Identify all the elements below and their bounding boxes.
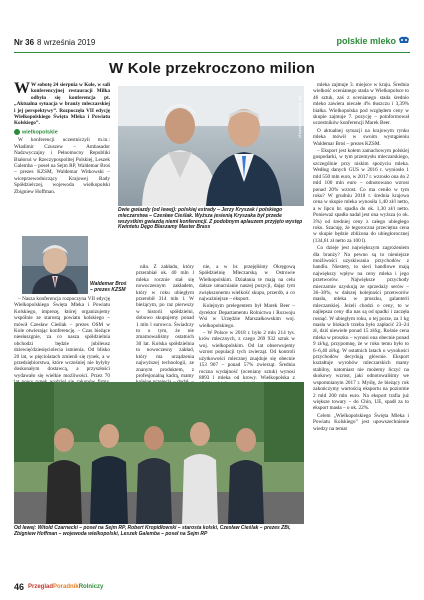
paragraph: – Eksport jest kołem zamachowym polskiej gospodarki, w tym przemysłu mleczarskiego, szczególnie przy niskim spożyciu mleka. Według danych GUS w 2016 r. wyniosło 1 mld 550 mln euro, w 2017 r. wzrosło ona do 2 mld 100 mln euro – odnotowano wzrost ponad 20% wzrost. Co ma ceniło w tym roku? W grudniu 2018 r. średnia krajowa cena w skupie mleka wynosiła 1,40 zł/l netto, a w lipcu br. spadła do ok. 1,30 zł/l netto. Ponieważ spadła nadal jest ona wyższa (o ok. 3%) od średniej ceny z całego ubiegłego roku. Szacuję, że tegoroczna przeciętna cena w skupie będzie zbliżona do ubiegłorocznej (134,61 zł netto za 100 l).	[313, 148, 409, 244]
page-footer	[14, 582, 410, 592]
portrait-caption: Waldemar Broś – prezes KZSM	[90, 281, 127, 293]
paragraph: W konferencji uczestniczyli m.in.: Władimir Czuszew – Ambasador Nadzwyczajny i Pełnomocny Republiki Białoruś w Rzeczypospolitej Polskiej, Leszek Galemba – poseł na Sejm RP, Waldemar Broś – prezes KZSM, Waldemar Witkowski – wiceprzewodniczący Krajowej Rady Spółdzielczej, wojewoda wielkopolski Zbigniew Hoffman.	[14, 137, 110, 195]
main-photo	[118, 86, 304, 206]
main-photo-caption: Dwie gwiazdy (od lewej): polskiej estrady – Jerzy Kryszak i polskiego mleczarstwa – Czesław Cieślak. Wyższa jesienią Kryszaka był przede wszystkim gwiazdą niemi konferencji. Z podobnym aplauzem przyjęto występ Kwintetu Dęgo Blaszamy Master Brass	[118, 207, 303, 231]
cow-icon	[398, 34, 410, 46]
page-number: 46	[14, 582, 25, 592]
page-header	[14, 36, 410, 53]
paragraph: Celem „Wielkopolskiego Święta Mleka i Powiatu Kolskiego” jest upowszechnienie wiedzy na temat	[313, 412, 409, 432]
drop-cap: W	[14, 80, 30, 97]
paragraph: – W Polsce w 2018 r. było 2 mln 214 tys. krów mlecznych, z czego 269 932 sztuk w woj. wielkopolskim. Od lat obserwujemy wzrost populacji tych zwierząt. Od kontroli użytkowości mlecznej znajduje się obecnie 153 907 – ponad 57% zwierząt. Średnia roczna wydajność (oceniany sztuk) wynosi 8893 l mleka od krowy. Wielkopolska z	[199, 330, 295, 381]
region-tag: wielkopolskie	[14, 129, 110, 135]
issue-number: Nr 36 8 września 2019	[14, 38, 96, 47]
issue-date: 8 września 2019	[37, 38, 96, 47]
paragraph: – Nasza konferencja rozpoczyna VII edycję Wielkopolskiego Święta Mleka i Powiatu Kolskiego, imprezę, której organizujemy wspólnie ze starostą powiatu kolskiego – mówił Czesław Cieślak – prezes OSM w Kole otwierając konferencję. – Czas bieżące niesłuszgnie, za co nasza spółdzielnia obchodzi będzie jubileusz dziewięćdziesięciolecia istnienia. Od blisko 20 lat, w pięciolatach zmienił się rynek, a w przedsiębiorstwa, które wcześniej nie byłyby doskonałym dostawcą, a przyszłości wydawało się wielkie możliwości. Przez 70	[14, 296, 110, 379]
paragraph: nie, a w br. przejęliśmy Okręgową Spółdzielnię Mleczarską w Ostrowie Wielkopolskim. Działania te mają na celu dalsze umacnianie naszej pozycji, dając tym zwiększonemu wielkość skupu, przerób, a co najważniejsze – eksport.	[199, 264, 295, 303]
paragraph: Kolejnym prelegentem był Marek Beer – dyrektor Departamentu Rolnictwa i Rozwoju Wsi w Urzędzie Marszałkowskim woj. wielkopolskiego.	[199, 303, 295, 329]
region-icon	[14, 129, 20, 135]
article-lead: W W sobotę 24 sierpnia w Kole, w sali konferencyjnej restauracji Milka odbyła się konferencja pt. „Aktualna sytuacja w branży mleczarskiej i jej perspektywy”. Rozpoczęła VII edycję Wielkopolskiego Święta Mleka i Powiatu Kolskiego”.	[14, 80, 110, 127]
article-title: W Kole przekroczono milion	[108, 60, 316, 77]
group-photo	[14, 382, 304, 524]
group-photo-caption: Od lewej: Witold Czarnecki – poseł na Sejm RP, Robert Kropidłowski – starosta kolski, Czesław Cieślak – prezes ZBi, Zbigniew Hoffman – wojewoda wielkopolski, Leszek Galemba – poseł na Sejm RP	[14, 525, 291, 537]
section-brand: polskie mleko	[336, 36, 396, 46]
article-column-3	[199, 264, 295, 389]
paragraph: O aktualnej sytuacji na krajowym rynku mleka mówił w swoim wystąpieniu Waldemar Broś – prezes KZSM.	[313, 127, 409, 147]
article-column-4	[313, 82, 409, 433]
publication-name: PrzegladPoradnikRolniczy	[28, 584, 104, 590]
paragraph: niła. Z zakładu, który przerabiał ok. 40 mln l mleka rocznie stał się nowoczesnym zakładem, który w roku ubiegłym przerobił 314 mln l. W bieżącym, po raz pierwszy w historii spółdzielni, dobowo skupujemy ponad 1 mln l surowca. Świadczy to o tym, że nie zmarnowaliśmy ostatnich 30 lat. Kolska spółdzielnia to nowoczesny zakład, który ma urządzenia najwyższej technologii, ze znanym produktem, z profesjonalną kadrą, mamy	[136, 264, 194, 379]
paragraph: Co dzieje jest największym zagrożeniem dla branży? Na pewno są to nieniejsze możliwości uzyskiwania przychodów z handlu. Niestety, to sieci handlowe mają największy wpływ na ceny mleka i jego przetworów. Największe przychody mieczarnie uzyskują ze sprzedaży serów – 36–38%, w dalszej kolejności przetworów masła, mleka w proszku, galanterii mleczarskiej. Jeżeli chodzi o ceny, to w najlepsza ceny dla nas są od spadki i zaczęła rosnąć. W ubiegłym roku, o tej porze, za 1 kg masła w blokach trzeba było zapłacić 23–24 zł, dziś niewiele ponad 15 zł/kg. Rośnie cena mleka w proszku – wynosi ona obecnie ponad 9 zł/kg, przypomnę, że w roku temu było to 6–6,40 zł/kg. W ostatnich latach o wysokości przychodów decydują głównie. Eksport kształtuje wyrobów mleczarskich mamy stabilny, natomiast nie możemy liczyć na skokowy wzrost, jaki odnotowaliśmy we wspomnianym 2017 r. Myślę, że bieżący rok zakończymy wartością eksportu na poziomie 2 mld 200 mln euro. Na eksport trafia już większe towary – do Chin, UE, spadł za to eksport masła – o ok. 22%.	[313, 245, 409, 412]
portrait-photo	[22, 236, 88, 294]
photo-credit: fot. Wspólnota kolska.pl	[298, 96, 303, 139]
paragraph: mleka zajmuje 3. miejsce w kraju. Średnia wielkość ocenianego stada w Wielkopolsce to 46 sztuk, zaś z ocenianego stada średnio mleko zawiera niecałe 4% tłuszczu i 3,39% białka. Wielkopolska pod względem ceny w skupie zajmuje 7. pozycję – poinformował uczestników konferencji Marek Beer.	[313, 82, 409, 127]
article-column-1	[14, 82, 110, 196]
